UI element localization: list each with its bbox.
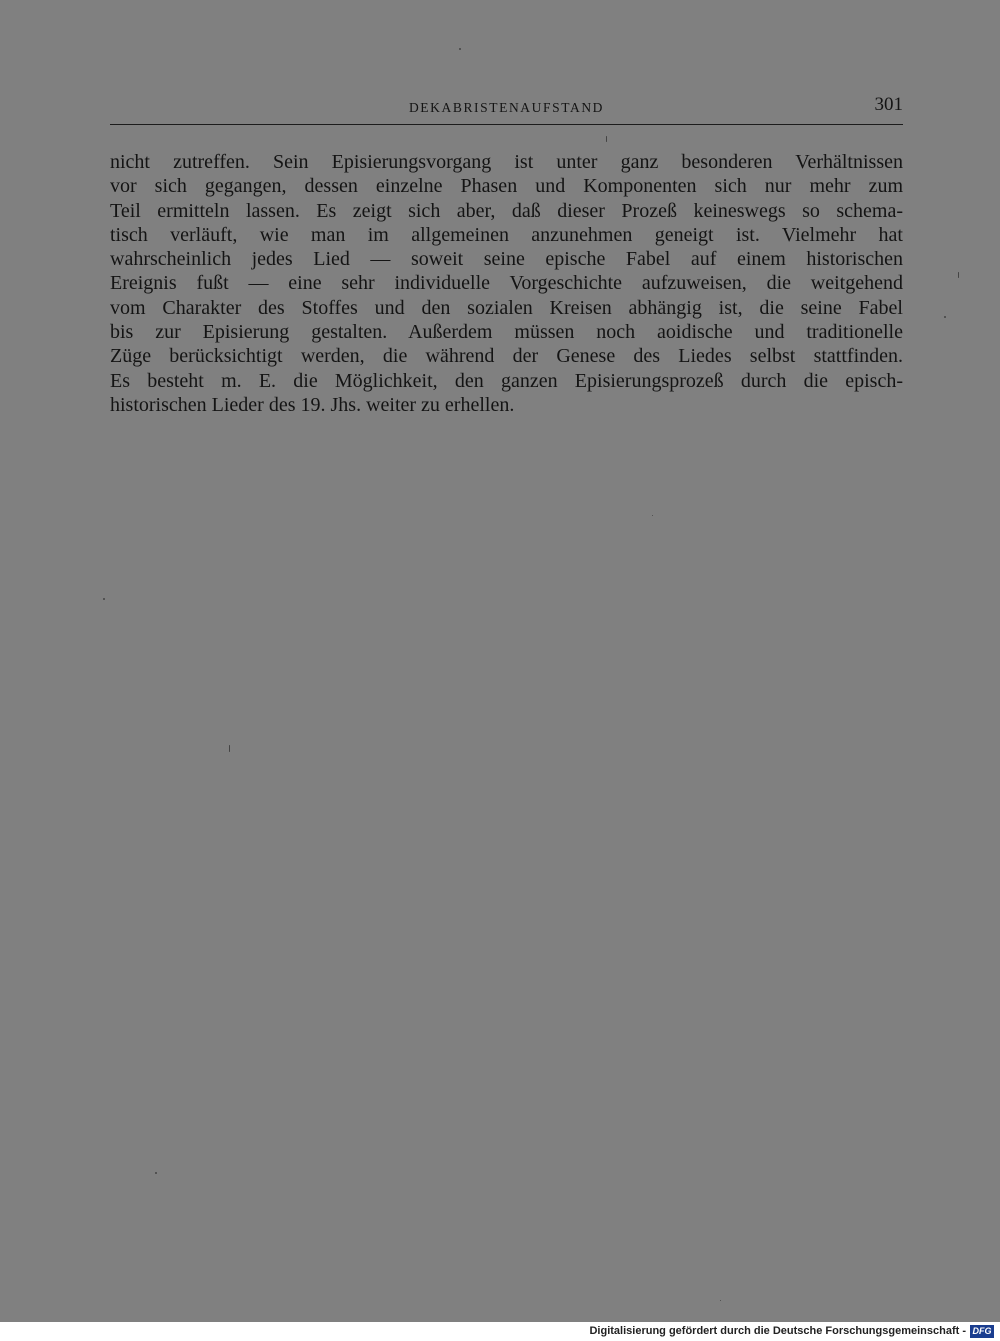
running-head: [110, 92, 903, 122]
scan-speck: [652, 515, 653, 516]
text-line: wahrscheinlich jedes Lied — soweit seine epische Fabel auf einem historischen: [110, 248, 903, 271]
body-paragraph: [110, 150, 903, 417]
scan-speck: [103, 598, 105, 600]
dfg-logo: DFG: [970, 1325, 994, 1338]
header-rule: [110, 124, 903, 125]
digitization-footer: [0, 1322, 1000, 1341]
scan-speck: [155, 1172, 157, 1174]
text-line: Es besteht m. E. die Möglichkeit, den ganzen Episierungsprozeß durch die episch-: [110, 369, 903, 392]
text-line: historischen Lieder des 19. Jhs. weiter zu erhellen.: [110, 393, 515, 416]
text-line: Ereignis fußt — eine sehr individuelle Vorgeschichte aufzuweisen, die weitgehend: [110, 272, 903, 295]
scan-speck: [720, 1300, 721, 1301]
scan-speck: [459, 48, 461, 50]
page-number: 301: [874, 94, 903, 115]
scan-speck: [944, 316, 946, 318]
text-line: vom Charakter des Stoffes und den sozialen Kreisen abhängig ist, die seine Fabel: [110, 296, 903, 319]
text-line: tisch verläuft, wie man im allgemeinen anzunehmen geneigt ist. Vielmehr hat: [110, 223, 903, 246]
text-line: Züge berücksichtigt werden, die während der Genese des Liedes selbst stattfinden.: [110, 345, 903, 368]
scan-speck: [606, 136, 607, 142]
text-line: nicht zutreffen. Sein Episierungsvorgang ist unter ganz besonderen Verhältnissen: [110, 151, 903, 173]
scan-speck: [958, 272, 959, 278]
running-title: DEKABRISTENAUFSTAND: [408, 100, 605, 115]
text-line: Teil ermitteln lassen. Es zeigt sich aber, daß dieser Prozeß keineswegs so schema-: [110, 199, 903, 222]
text-line: vor sich gegangen, dessen einzelne Phasen und Komponenten sich nur mehr zum: [110, 175, 903, 198]
scan-speck: [229, 745, 230, 752]
text-line: bis zur Episierung gestalten. Außerdem müssen noch aoidische und traditionelle: [110, 321, 903, 344]
funding-credit: Digitalisierung gefördert durch die Deutsche Forschungsgemeinschaft -: [589, 1325, 966, 1337]
